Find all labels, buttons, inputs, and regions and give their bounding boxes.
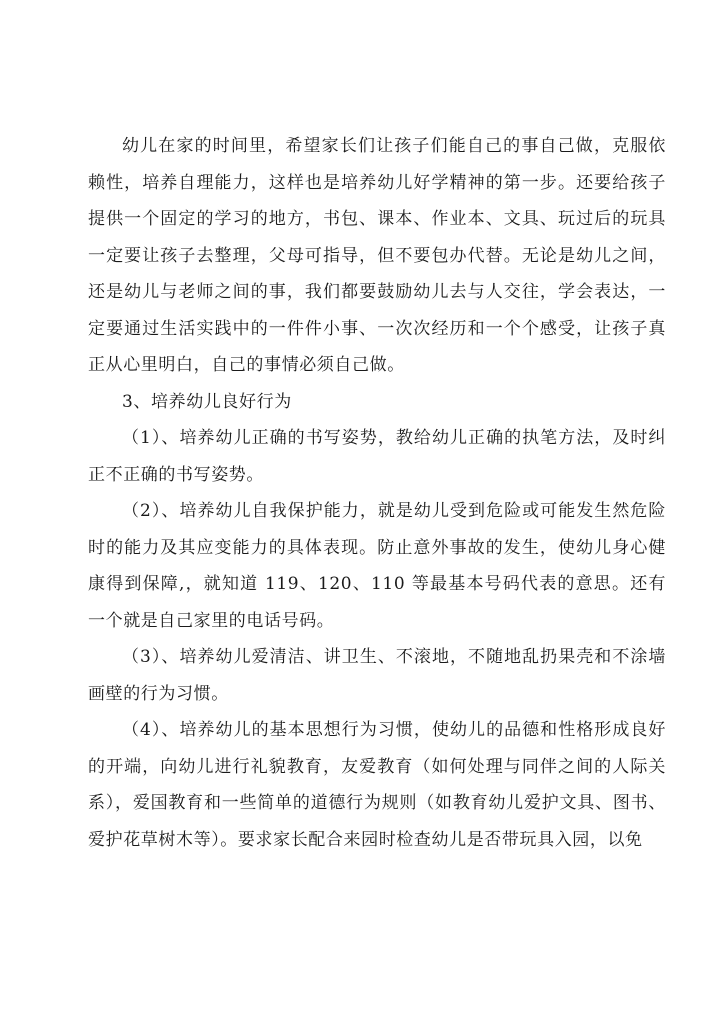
document-body xyxy=(88,128,666,858)
paragraph-self-care: 幼儿在家的时间里，希望家长们让孩子们能自己的事自己做，克服依赖性，培养自理能力，这样也是培养幼儿好学精神的第一步。还要给孩子提供一个固定的学习的地方，书包、课本、作业本、文具、玩过后的玩具一定要让孩子去整理，父母可指导，但不要包办代替。无论是幼儿之间，还是幼儿与老师之间的事，我们都要鼓励幼儿去与人交往，学会表达，一定要通过生活实践中的一件件小事、一次次经历和一个个感受，让孩子真正从心里明白，自己的事情必须自己做。 xyxy=(88,136,666,375)
paragraph-self-protection: （2）、培养幼儿自我保护能力，就是幼儿受到危险或可能发生然危险时的能力及其应变能力的具体表现。防止意外事故的发生，使幼儿身心健康得到保障,，就知道 119、120、110 等最基本号码代表的意思。还有一个就是自己家里的电话号码。 xyxy=(88,501,666,631)
paragraph-moral-habits: （4）、培养幼儿的基本思想行为习惯，使幼儿的品德和性格形成良好的开端，向幼儿进行礼貌教育，友爱教育（如何处理与同伴之间的人际关系），爱国教育和一些简单的道德行为规则（如教育幼儿爱护文具、图书、爱护花草树木等）。要求家长配合来园时检查幼儿是否带玩具入园，以免 xyxy=(88,720,666,850)
section-heading-good-behavior: 3、培养幼儿良好行为 xyxy=(122,391,292,412)
paragraph-hygiene: （3）、培养幼儿爱清洁、讲卫生、不滚地，不随地乱扔果壳和不涂墙画壁的行为习惯。 xyxy=(88,647,666,704)
paragraph-writing-posture: （1）、培养幼儿正确的书写姿势，教给幼儿正确的执笔方法，及时纠正不正确的书写姿势。 xyxy=(88,428,666,485)
